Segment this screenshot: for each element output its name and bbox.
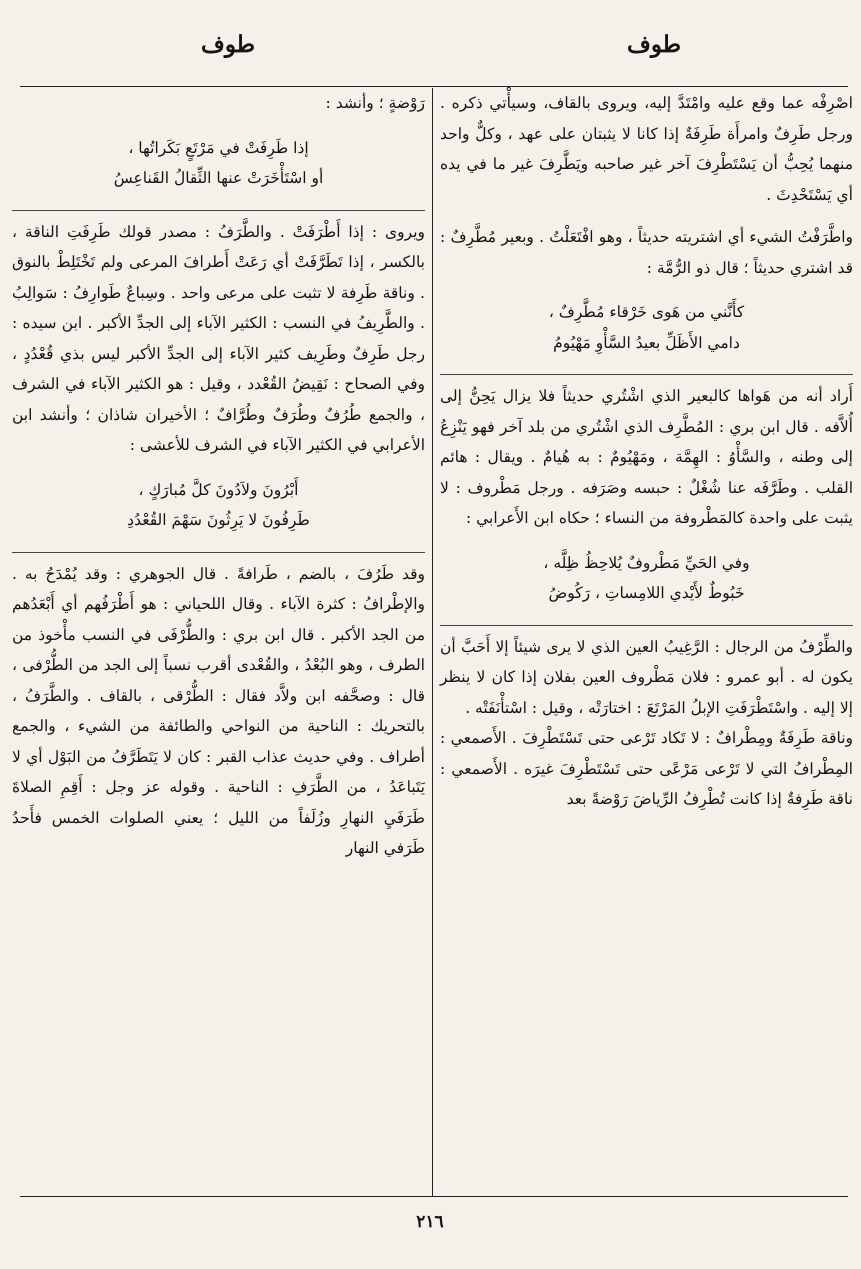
- poem-verse: [440, 297, 853, 358]
- entry-paragraph: أَراد أنه من هَواها كالبعير الذي اشْتُري حديثاً فلا يزال يَحِنُّ إلى أُلاَّفه . قال ابن بري : المُطَّرِف الذي اشْتُري من بلد آخر فهو يَنْزِعُ إلى وطنه ، والسَّأْوُ : الهِمَّة ، ومَهْيُومٌ : به هُيامٌ . ويقال : هائم القلب . وطَرَّفَه عنا شُغْلٌ : حبسه وصَرَفه . ورجل مَطْروف : لا يثبت على واحدة كالمَطْروفة من النساء ؛ حكاه ابن الأَعرابي :: [440, 387, 853, 527]
- right-column: [440, 88, 853, 815]
- entry-paragraph: ويروى : إذا أَطْرَفَتْ . والطَّرَفُ : مصدر قولك طَرِفَتِ الناقة ، بالكسر ، إذا تَطَرَّفَتْ أي رَعَتْ أَطرافَ المرعى ولم تَخْتَلِطْ بالنوق . وناقة طَرِفة لا تثبت على مرعى واحد . وسِباعٌ طَوارِفُ : سَوالِبُ . والطَّرِيفُ في النسب : الكثير الآباء إلى الجدِّ الأكبر . ابن سيده : رجل طَرِفٌ وطَرِيف كثير الآباء إلى الجدِّ الأكبر ليس بذي قُعْدُدٍ ، وفي الصحاح : نَقِيضُ القُعْدد ، وقيل : هو الكثير الآباء في الشرف ، والجمع طُرُفٌ وطُرَفٌ وطُرَّافٌ ؛ الأخيران شاذان ؛ وأنشد ابن الأعرابي في الكثير الآباء في الشرف للأعشى :: [12, 222, 425, 454]
- entry-paragraph: واطَّرَفْتُ الشيء أي اشتريته حديثاً ، وهو افْتَعَلْتُ . وبعير مُطَّرِفٌ : قد اشتري حديثاً ؛ قال ذو الرُّمَّة :: [440, 228, 853, 277]
- bottom-rule: [20, 1196, 848, 1197]
- verse-line: طَرِفُونَ لا يَرِثُونَ سَهْمَ القُعْدُدِ: [127, 511, 310, 529]
- verse-separator: [12, 210, 425, 211]
- entry-paragraph: اصْرِفْه عما وقع عليه وامْتَدَّ إليه، ويروى بالقاف، وسيأْتي ذكره . ورجل طَرِفٌ وامرأَة طَرِفَةٌ إذا كانا لا يثبتان على عهد ، وكلٌّ واحد منهما يُحِبُّ أن يَسْتَطْرِفَ آخر غير صاحبه ويَطَّرِفَ غير ما في يده أي يَسْتَحْدِثَ .: [440, 94, 853, 204]
- column-divider: [432, 88, 433, 1196]
- verse-line: وفي الحَيِّ مَطْروفٌ يُلاحِظُ ظِلَّه ،: [543, 553, 750, 572]
- entry-paragraph: والطِّرْفُ من الرجال : الرَّغِيبُ العين الذي لا يرى شيئاً إلا أَحَبَّ أن يكون له . أبو عمرو : فلان مَطْروف العين بفلان إذا كان لا ينظر إلا إليه . واسْتَطْرَفَتِ الإبلُ المَرْتَعَ : اختارَتْه ، وقيل : اسْتأْنَفَتْه .: [440, 637, 853, 717]
- verse-line: كأَنَّني من هَوى خَرْقاء مُطَّرِفٌ ،: [548, 303, 745, 321]
- page-number: ٢١٦: [416, 1212, 444, 1232]
- left-header-word: طوف: [200, 31, 256, 58]
- verse-separator: [440, 374, 853, 375]
- poem-verse: [12, 133, 425, 194]
- verse-separator: [440, 625, 853, 626]
- poem-verse: [12, 475, 425, 536]
- verse-line: دامي الأَظَلِّ بعيدُ السَّأْوِ مَهْيُومُ: [553, 333, 740, 352]
- verse-separator: [12, 552, 425, 553]
- left-column: [12, 88, 425, 864]
- entry-paragraph: وقد طَرُفَ ، بالضم ، طَرافةً . قال الجوهري : وقد يُمْدَحُ به . والإطْرافُ : كثرة الآباء . وقال اللحياني : هو أَطْرَفُهم أي أَبْعَدُهم من الجد الأكبر . قال ابن بري : والطُّرْفَى في النسب مأْخوذ من الطرف ، وهو البُعْدُ ، والقُعْدى أقرب نسباً إلى الجد من الطُّرْفى ، قال : وصحَّفه ابن ولاَّد فقال : الطُّرْقى ، بالقاف . والطَّرَفُ ، بالتحريك : الناحية من النواحي والطائفة من الشيء ، والجمع أطراف . وفي حديث عذاب القبر : كان لا يَتَطَرَّفُ من البَوْل أي لا يَتَباعَدُ ، من الطَّرَفِ : الناحية . وقوله عز وجل : أَقِمِ الصلاةَ طَرَفَيِ النهارِ وزُلَفاً من الليل ؛ يعني الصلوات الخمس فأَحدُ طَرَفي النهار: [12, 564, 425, 857]
- verse-line: إذا طَرِفَتْ في مَرْتَعٍ بَكَراتُها ،: [128, 138, 309, 157]
- entry-paragraph: وناقة طَرِفَةٌ ومِطْرافٌ : لا تَكاد تَرْعى حتى تَسْتَطْرِفَ . الأَصمعي : المِطْرافُ التي لا تَرْعى مَرْعًى حتى تَسْتَطْرِفَ غيرَه . الأَصمعي : ناقة طَرِفةٌ إذا كانت تُطْرِفُ الرِّياضَ رَوْضةً بعد: [440, 729, 853, 808]
- verse-line: خَبُوطٌ لأَيْدي اللامِساتِ ، رَكُوضُ: [548, 584, 745, 602]
- poem-verse: [440, 548, 853, 609]
- entry-paragraph: رَوْضةٍ ؛ وأنشد :: [325, 94, 425, 112]
- top-rule: [20, 86, 848, 87]
- right-header-word: طوف: [626, 31, 682, 58]
- verse-line: أَبْرُونَ ولاَدُونَ كلَّ مُبارَكٍ ،: [138, 480, 299, 499]
- verse-line: أو اسْتَأْخَرَتْ عنها الثِّقالُ القَناعِسُ: [113, 169, 324, 187]
